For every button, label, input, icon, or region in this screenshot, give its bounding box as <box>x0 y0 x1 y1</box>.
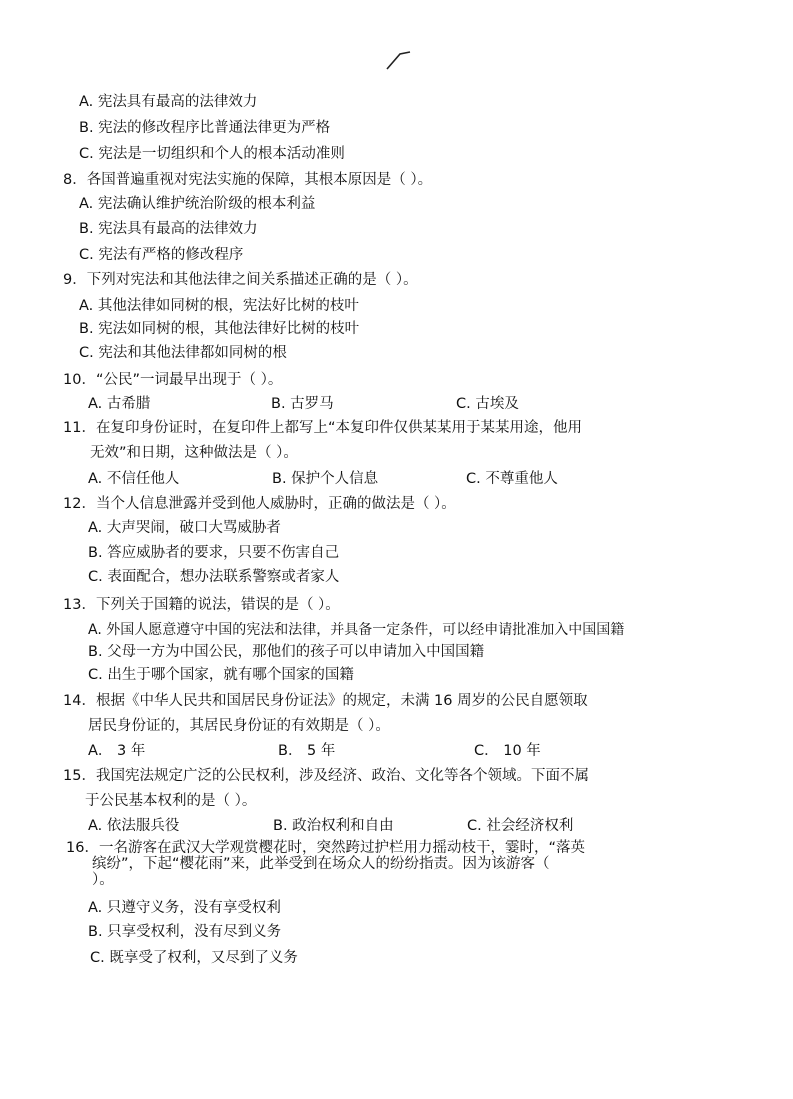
q12-option-a: A. 大声哭闹，破口大骂威胁者 <box>88 520 281 536</box>
question-16: 16．一名游客在武汉大学观赏樱花时，突然跨过护栏用力摇动枝干，霎时，“落英 <box>66 840 585 856</box>
q13-option-a: A. 外国人愿意遵守中国的宪法和法律，并具备一定条件，可以经申请批准加入中国国籍 <box>88 622 625 638</box>
q12-option-c: C. 表面配合，想办法联系警察或者家人 <box>88 569 340 585</box>
question-11-cont: 无效”和日期，这种做法是（ ）。 <box>90 445 298 461</box>
handwritten-stroke-mark <box>386 50 412 70</box>
question-16-cont: 缤纷”，下起“樱花雨”来，此举受到在场众人的纷纷指责。因为该游客（ <box>92 856 550 872</box>
q9-option-b: B. 宪法如同树的根，其他法律好比树的枝叶 <box>79 321 360 337</box>
question-16-cont-2: ）。 <box>92 872 114 888</box>
q13-option-c: C. 出生于哪个国家，就有哪个国家的国籍 <box>88 667 354 683</box>
question-14: 14．根据《中华人民共和国居民身份证法》的规定，未满 16 周岁的公民自愿领取 <box>63 693 588 709</box>
q16-option-b: B. 只享受权利，没有尽到义务 <box>88 924 282 940</box>
q11-option-a: A. 不信任他人 <box>88 471 180 487</box>
q10-option-b: B. 古罗马 <box>271 396 334 412</box>
question-15-cont: 于公民基本权利的是（ ）。 <box>85 793 257 809</box>
q8-option-b: B. 宪法具有最高的法律效力 <box>79 221 258 237</box>
q7-option-c: C. 宪法是一切组织和个人的根本活动准则 <box>79 146 345 162</box>
q15-option-a: A. 依法服兵役 <box>88 818 180 834</box>
q8-option-c: C. 宪法有严格的修改程序 <box>79 247 244 263</box>
question-13: 13．下列关于国籍的说法，错误的是（ ）。 <box>63 597 340 613</box>
q9-option-a: A. 其他法律如同树的根，宪法好比树的枝叶 <box>79 298 359 314</box>
q15-option-b: B. 政治权利和自由 <box>273 818 394 834</box>
q13-option-b: B. 父母一方为中国公民，那他们的孩子可以申请加入中国国籍 <box>88 644 485 660</box>
q15-option-c: C. 社会经济权利 <box>467 818 574 834</box>
q11-option-b: B. 保护个人信息 <box>272 471 379 487</box>
q16-option-c: C. 既享受了权利，又尽到了义务 <box>90 950 298 966</box>
q7-option-a: A. 宪法具有最高的法律效力 <box>79 94 258 110</box>
q12-option-b: B. 答应威胁者的要求，只要不伤害自己 <box>88 545 340 561</box>
q10-option-a: A. 古希腊 <box>88 396 151 412</box>
q7-option-b: B. 宪法的修改程序比普通法律更为严格 <box>79 120 331 136</box>
question-12: 12．当个人信息泄露并受到他人威胁时，正确的做法是（ ）。 <box>63 496 456 512</box>
question-11: 11．在复印身份证时，在复印件上都写上“本复印件仅供某某用于某某用途，他用 <box>63 420 582 436</box>
q14-option-c: C． 10 年 <box>474 743 541 759</box>
question-14-cont: 居民身份证的，其居民身份证的有效期是（ ）。 <box>88 718 390 734</box>
q14-option-a: A． 3 年 <box>88 743 146 759</box>
question-8: 8．各国普遍重视对宪法实施的保障，其根本原因是（ ）。 <box>63 172 433 188</box>
q11-option-c: C. 不尊重他人 <box>466 471 558 487</box>
question-15: 15．我国宪法规定广泛的公民权利，涉及经济、政治、文化等各个领域。下面不属 <box>63 768 589 784</box>
q16-option-a: A. 只遵守义务，没有享受权利 <box>88 900 281 916</box>
question-10: 10．“公民”一词最早出现于（ ）。 <box>63 372 283 388</box>
q8-option-a: A. 宪法确认维护统治阶级的根本利益 <box>79 196 316 212</box>
q14-option-b: B． 5 年 <box>278 743 336 759</box>
q9-option-c: C. 宪法和其他法律都如同树的根 <box>79 345 287 361</box>
question-9: 9．下列对宪法和其他法律之间关系描述正确的是（ ）。 <box>63 272 418 288</box>
q10-option-c: C. 古埃及 <box>456 396 519 412</box>
